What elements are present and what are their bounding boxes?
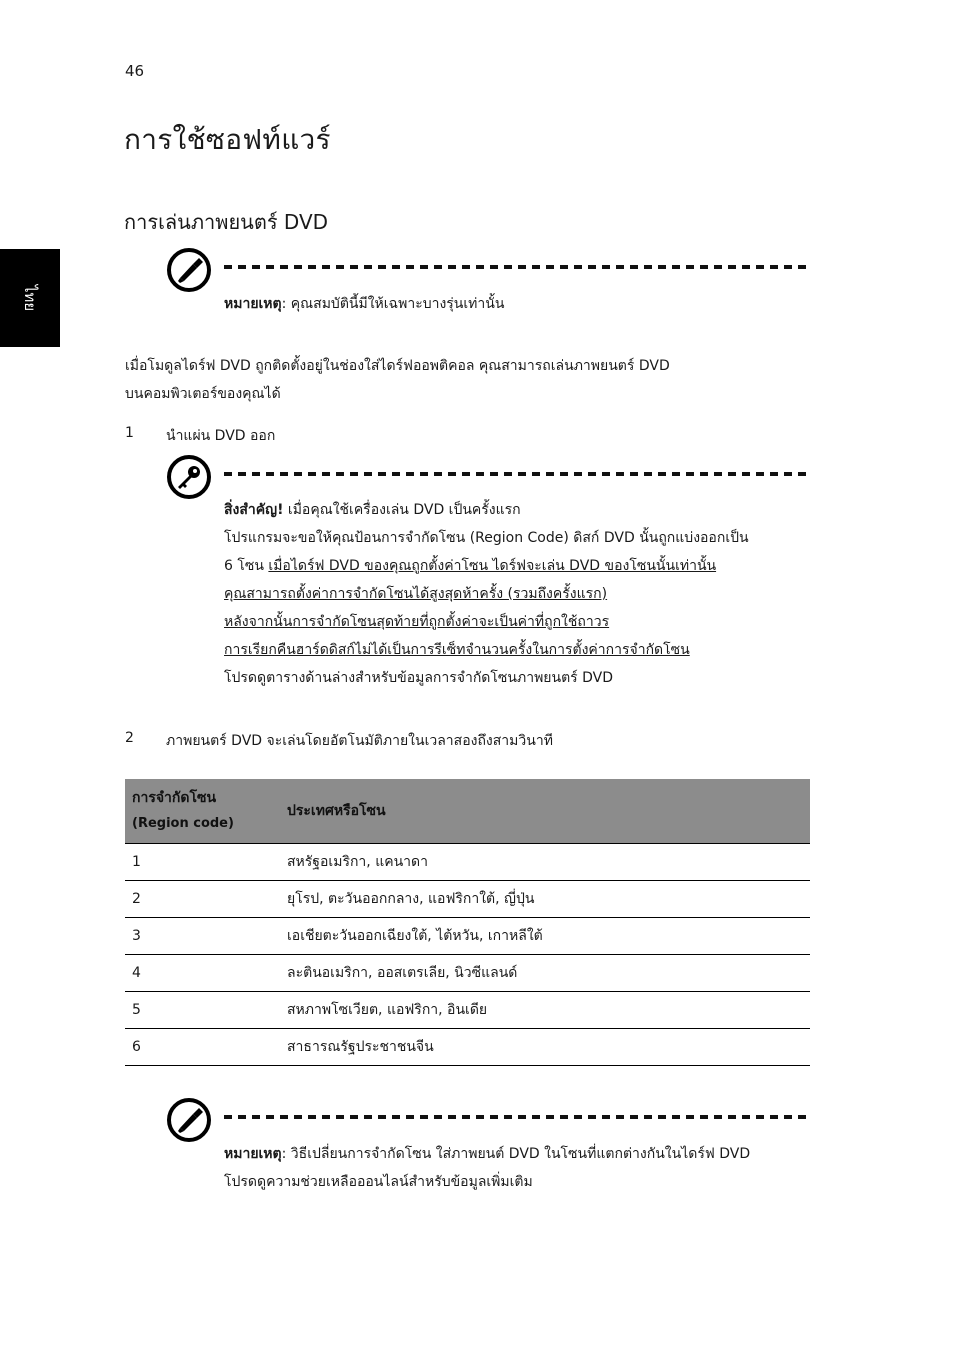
- table-row: [125, 918, 810, 955]
- region-code-cell: 1: [125, 844, 280, 881]
- note-pen-icon: [166, 1097, 212, 1143]
- header-country: ประเทศหรือโซน: [280, 779, 810, 844]
- section-title: การเล่นภาพยนตร์ DVD: [124, 210, 329, 234]
- table-row: [125, 955, 810, 992]
- step-number: 2: [125, 730, 134, 746]
- region-name-cell: ยุโรป, ตะวันออกกลาง, แอฟริกาใต้, ญี่ปุ่น: [280, 881, 810, 918]
- table-row: [125, 1029, 810, 1066]
- table-header-row: [125, 779, 810, 844]
- table-row: [125, 992, 810, 1029]
- important-text: สิ่งสำคัญ! เมื่อคุณใช้เครื่องเล่น DVD เป็นครั้งแรก โปรแกรมจะขอให้คุณป้อนการจำกัดโซน (Region Code) ดิสก์ DVD นั้นถูกแบ่งออกเป็น 6 โซน เมื่อไดร์ฟ DVD ของคุณถูกตั้งค่าโซน ไดร์ฟจะเล่น DVD ของโซนนั้นเท่านั้น คุณสามารถตั้งค่าการจำกัดโซนได้สูงสุดห้าครั้ง (รวมถึงครั้งแรก) หลังจากนั้นการจำกัดโซนสุดท้ายที่ถูกตั้งค่าจะเป็นค่าที่ถูกใช้ถาวร การเรียกคืนฮาร์ดดิสก์ไม่ได้เป็นการรีเซ็ทจำนวนครั้งในการตั้งค่าการจำกัดโซน โปรดดูตารางด้านล่างสำหรับข้อมูลการจำกัดโซนภาพยนตร์ DVD: [224, 502, 749, 686]
- step-text: ภาพยนตร์ DVD จะเล่นโดยอัตโนมัติภายในเวลาสองถึงสามวินาที: [166, 733, 553, 749]
- page-title: การใช้ซอฟท์แวร์: [124, 123, 331, 156]
- table-row: [125, 881, 810, 918]
- region-name-cell: ละตินอเมริกา, ออสเตรเลีย, นิวซีแลนด์: [280, 955, 810, 992]
- table-row: [125, 844, 810, 881]
- region-code-cell: 5: [125, 992, 280, 1029]
- note-label: หมายเหตุ: [224, 1146, 282, 1162]
- step-text: นำแผ่น DVD ออก: [166, 428, 276, 444]
- note-divider: [224, 1115, 810, 1119]
- region-code-cell: 6: [125, 1029, 280, 1066]
- note-pen-icon: [166, 247, 212, 293]
- region-code-cell: 4: [125, 955, 280, 992]
- note-divider: [224, 265, 810, 269]
- step-number: 1: [125, 425, 134, 441]
- region-name-cell: สหรัฐอเมริกา, แคนาดา: [280, 844, 810, 881]
- region-code-cell: 3: [125, 918, 280, 955]
- region-code-cell: 2: [125, 881, 280, 918]
- note-text: หมายเหตุ: คุณสมบัตินี้มีให้เฉพาะบางรุ่นเท่านั้น: [224, 296, 505, 312]
- language-side-tab: [0, 249, 60, 347]
- side-tab-label: ไทย: [20, 284, 39, 312]
- intro-paragraph: เมื่อโมดูลไดร์ฟ DVD ถูกติดตั้งอยู่ในช่องใส่ไดร์ฟออพติคอล คุณสามารถเล่นภาพยนตร์ DVD บนคอมพิวเตอร์ของคุณได้: [125, 358, 670, 402]
- region-code-table: [125, 779, 810, 1066]
- region-name-cell: เอเชียตะวันออกเฉียงใต้, ไต้หวัน, เกาหลีใต้: [280, 918, 810, 955]
- region-name-cell: สาธารณรัฐประชาชนจีน: [280, 1029, 810, 1066]
- region-name-cell: สหภาพโซเวียต, แอฟริกา, อินเดีย: [280, 992, 810, 1029]
- important-label: สิ่งสำคัญ!: [224, 502, 284, 518]
- note-label: หมายเหตุ: [224, 296, 282, 312]
- page-number: 46: [125, 62, 145, 80]
- note-text: หมายเหตุ: วิธีเปลี่ยนการจำกัดโซน ใส่ภาพยนต์ DVD ในโซนที่แตกต่างกันในไดร์ฟ DVD โปรดดูความช่วยเหลือออนไลน์สำหรับข้อมูลเพิ่มเติม: [224, 1146, 751, 1190]
- important-divider: [224, 472, 810, 476]
- key-icon: [166, 454, 212, 500]
- header-region-code: การจำกัดโซน (Region code): [125, 779, 280, 844]
